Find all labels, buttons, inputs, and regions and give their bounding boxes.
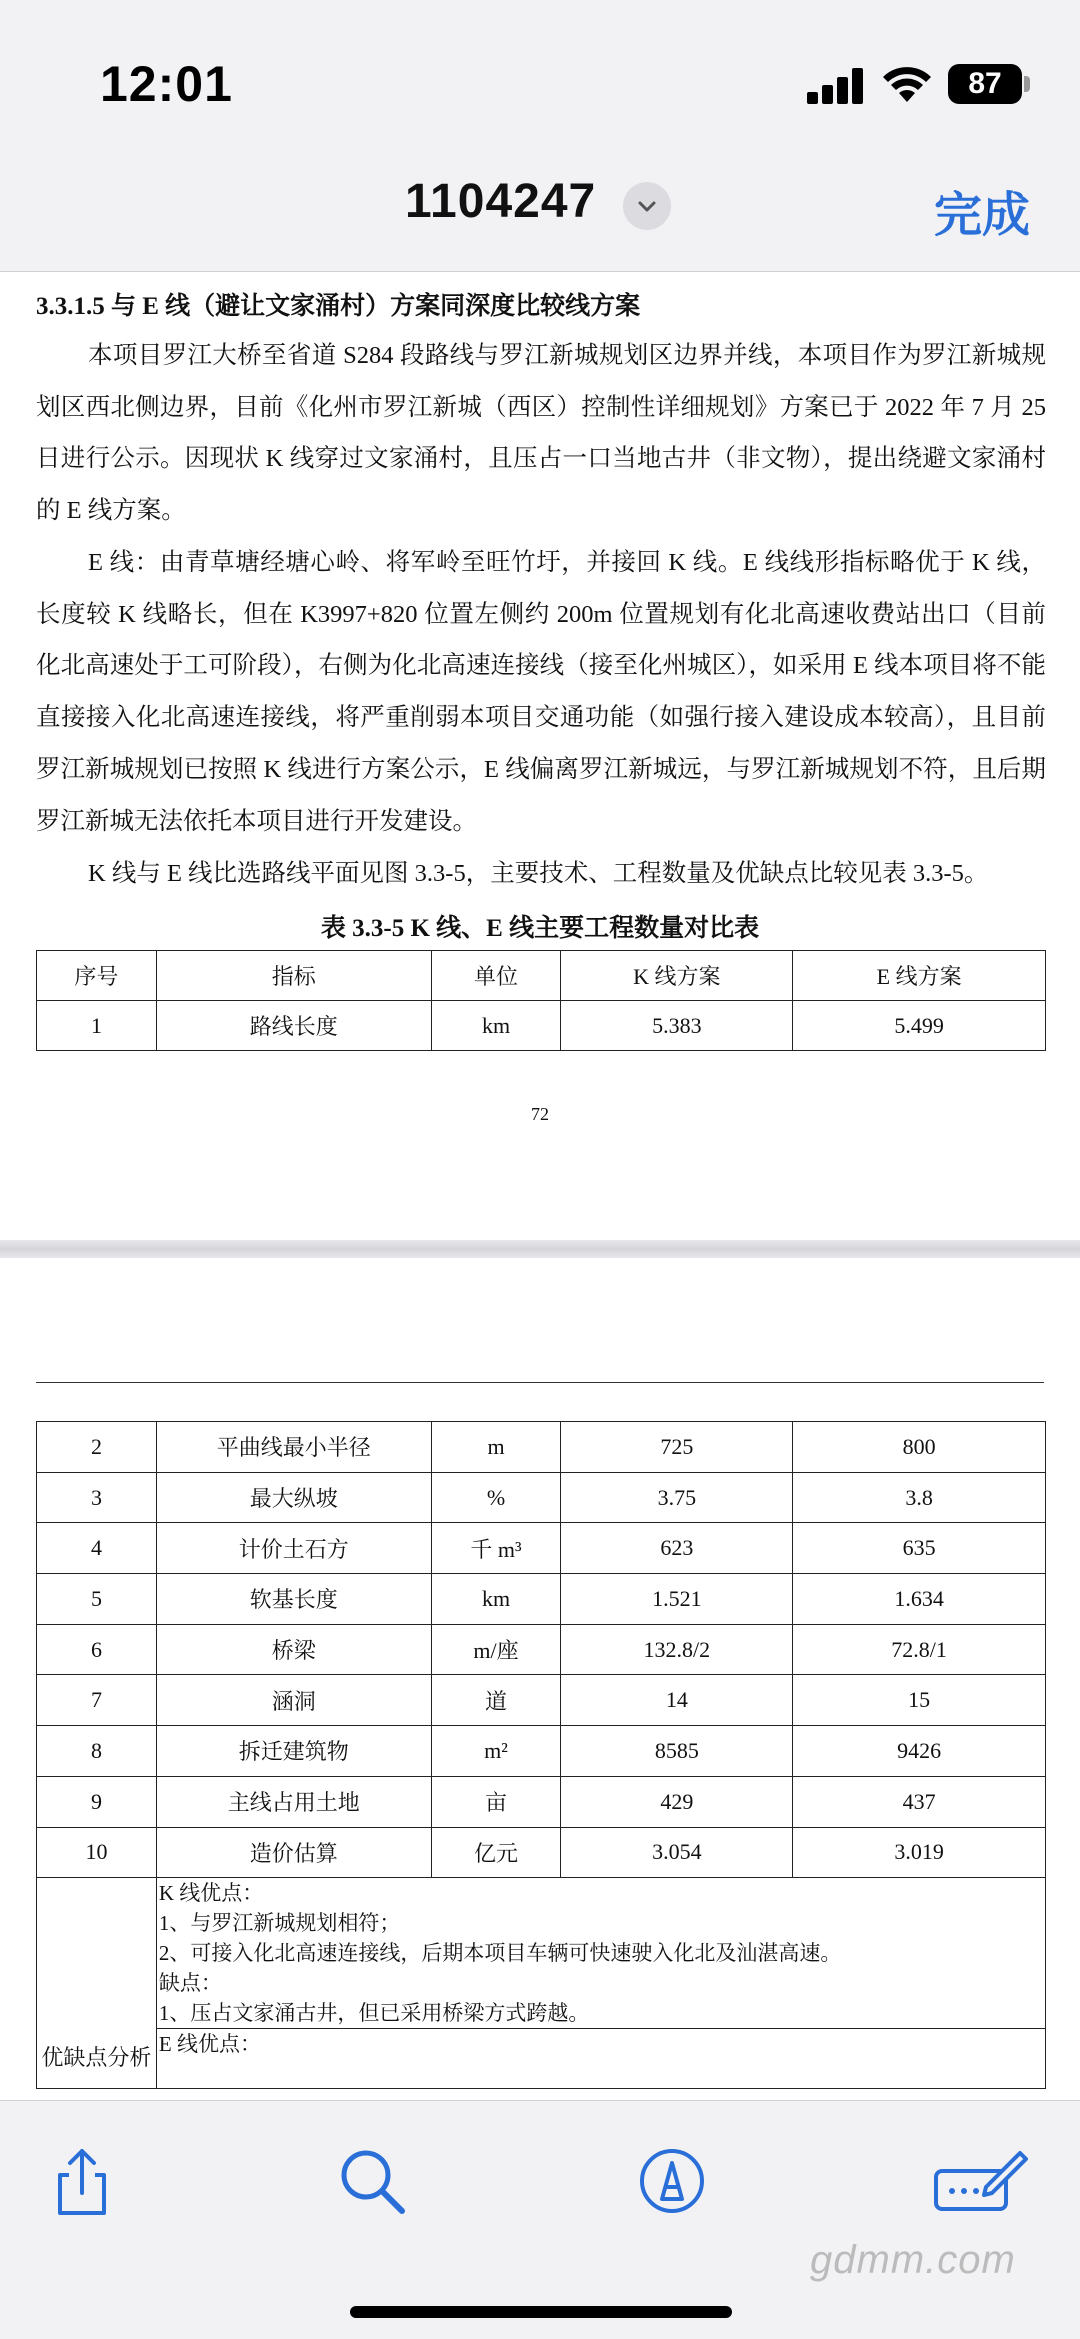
table-cell: 4 [37, 1523, 157, 1574]
table-cell: 15 [793, 1675, 1046, 1726]
analysis-line: 缺点： [158, 1971, 222, 1996]
table-cell: 10 [37, 1827, 157, 1878]
table-cell: 623 [561, 1523, 793, 1574]
table-row [37, 1776, 1046, 1827]
table-cell: 路线长度 [156, 1001, 431, 1051]
table-cell: 437 [793, 1776, 1046, 1827]
table-cell: km [431, 1574, 561, 1625]
table-cell: 5 [37, 1574, 157, 1625]
analysis-line: 1、与罗江新城规划相符； [158, 1911, 401, 1936]
pros-cons-k-row [37, 1878, 1046, 2029]
table-cell: 3.8 [793, 1472, 1046, 1523]
table-cell: 6 [37, 1624, 157, 1675]
table-row [37, 1574, 1046, 1625]
paragraph-2: E 线：由青草塘经塘心岭、将军岭至旺竹圩，并接回 K 线。E 线线形指标略优于 K 线，长度较 K 线略长，但在 K3997+820 位置左侧约 200m 位置规划有化北高速收费站出口（目前化北高速处于工可阶段），右侧为化北高速连接线（接至化州城区），如采用 E 线本项目将不能直接接入化北高速连接线，将严重削弱本项目交通功能（如强行接入建设成本较高），且目前罗江新城规划已按照 K 线进行方案公示，E 线偏离罗江新城远，与罗江新城规划不符，且后期罗江新城无法依托本项目进行开发建设。 [36, 549, 1046, 835]
bottom-toolbar [0, 2100, 1080, 2339]
chevron-down-icon[interactable] [623, 182, 671, 230]
table-cell: 拆迁建筑物 [156, 1726, 431, 1777]
table-cell: 14 [561, 1675, 793, 1726]
pros-cons-label: 优缺点分析 [37, 1878, 157, 2089]
table-cell: 涵洞 [156, 1675, 431, 1726]
keyboard-edit-icon[interactable] [930, 2141, 1030, 2221]
cellular-signal-icon [807, 68, 865, 104]
table-row [37, 1675, 1046, 1726]
table-cell: 7 [37, 1675, 157, 1726]
analysis-line: 1、压占文家涌古井，但已采用桥梁方式跨越。 [158, 2001, 590, 2026]
table-cell: 725 [561, 1422, 793, 1473]
table-header-cell: 序号 [37, 951, 157, 1001]
table-row [37, 1726, 1046, 1777]
table-cell: 1.521 [561, 1574, 793, 1625]
table-cell: 429 [561, 1776, 793, 1827]
document-page-1 [0, 272, 1080, 1240]
table-row [37, 1422, 1046, 1473]
table-cell: 主线占用土地 [156, 1776, 431, 1827]
table-cell: m² [431, 1726, 561, 1777]
battery-tip [1024, 76, 1030, 92]
table-row [37, 1523, 1046, 1574]
table-row [37, 1827, 1046, 1878]
table-cell: 亩 [431, 1776, 561, 1827]
table-cell: 8585 [561, 1726, 793, 1777]
paragraph-1: 本项目罗江大桥至省道 S284 段路线与罗江新城规划区边界并线，本项目作为罗江新城规划区西北侧边界，目前《化州市罗江新城（西区）控制性详细规划》方案已于 2022 年 7 月 25 日进行公示。因现状 K 线穿过文家涌村，且压占一口当地古井（非文物），提出绕避文家涌村的 E 线方案。 [36, 342, 1046, 525]
status-bar [0, 0, 1080, 150]
table-cell: 9426 [793, 1726, 1046, 1777]
analysis-line: 2、可接入化北高速连接线，后期本项目车辆可快速驶入化北及汕湛高速。 [158, 1941, 842, 1966]
table-cell: % [431, 1472, 561, 1523]
table-cell: km [431, 1001, 561, 1051]
table-header-cell: 指标 [156, 951, 431, 1001]
header-rule [36, 1382, 1044, 1383]
table-cell: m/座 [431, 1624, 561, 1675]
table-cell: 桥梁 [156, 1624, 431, 1675]
table-cell: 2 [37, 1422, 157, 1473]
markup-pen-icon[interactable] [632, 2141, 712, 2221]
table-cell: 亿元 [431, 1827, 561, 1878]
table-row [37, 1472, 1046, 1523]
e-line-analysis [156, 2029, 1045, 2089]
table-cell: 3 [37, 1472, 157, 1523]
document-header [0, 150, 1080, 272]
table-caption: 表 3.3-5 K 线、E 线主要工程数量对比表 [320, 915, 760, 942]
table-cell: 道 [431, 1675, 561, 1726]
k-line-analysis [156, 1878, 1045, 2029]
table-cell: 8 [37, 1726, 157, 1777]
table-header-cell: 单位 [431, 951, 561, 1001]
table-cell: 5.383 [561, 1001, 793, 1051]
pros-cons-e-row [37, 2029, 1046, 2089]
status-time: 12:01 [100, 56, 233, 112]
table-row [37, 1001, 1046, 1051]
share-icon[interactable] [42, 2141, 122, 2221]
table-header-row [37, 951, 1046, 1001]
page-separator [0, 1240, 1080, 1258]
table-cell: 132.8/2 [561, 1624, 793, 1675]
table-header-cell: K 线方案 [561, 951, 793, 1001]
table-cell: 3.019 [793, 1827, 1046, 1878]
done-button[interactable]: 完成 [934, 189, 1031, 242]
table-cell: 72.8/1 [793, 1624, 1046, 1675]
table-cell: 千 m³ [431, 1523, 561, 1574]
section-heading: 3.3.1.5 与 E 线（避让文家涌村）方案同深度比较线方案 [36, 293, 641, 320]
analysis-line: K 线优点： [158, 1881, 264, 1906]
table-cell: 平曲线最小半径 [156, 1422, 431, 1473]
table-cell: m [431, 1422, 561, 1473]
page-number: 72 [531, 1104, 549, 1124]
table-cell: 3.054 [561, 1827, 793, 1878]
wifi-icon [880, 62, 934, 104]
document-title[interactable]: 1104247 [405, 175, 597, 228]
analysis-line: E 线优点： [158, 2032, 261, 2057]
document-page-2 [0, 1258, 1080, 2100]
table-cell: 1.634 [793, 1574, 1046, 1625]
comparison-table-continued [36, 1421, 1046, 2089]
table-cell: 9 [37, 1776, 157, 1827]
table-cell: 800 [793, 1422, 1046, 1473]
battery-level: 87 [948, 64, 1022, 104]
comparison-table-top [36, 950, 1046, 1051]
search-icon[interactable] [332, 2141, 412, 2221]
table-header-cell: E 线方案 [793, 951, 1046, 1001]
table-cell: 计价土石方 [156, 1523, 431, 1574]
home-indicator[interactable] [350, 2306, 732, 2318]
table-cell: 635 [793, 1523, 1046, 1574]
watermark-text: gdmm.com [810, 2238, 1016, 2282]
table-cell: 造价估算 [156, 1827, 431, 1878]
table-row [37, 1624, 1046, 1675]
table-cell: 最大纵坡 [156, 1472, 431, 1523]
table-cell: 3.75 [561, 1472, 793, 1523]
table-cell: 5.499 [793, 1001, 1046, 1051]
table-cell: 1 [37, 1001, 157, 1051]
paragraph-3: K 线与 E 线比选路线平面见图 3.3-5，主要技术、工程数量及优缺点比较见表 3.3-5。 [88, 860, 989, 887]
table-cell: 软基长度 [156, 1574, 431, 1625]
